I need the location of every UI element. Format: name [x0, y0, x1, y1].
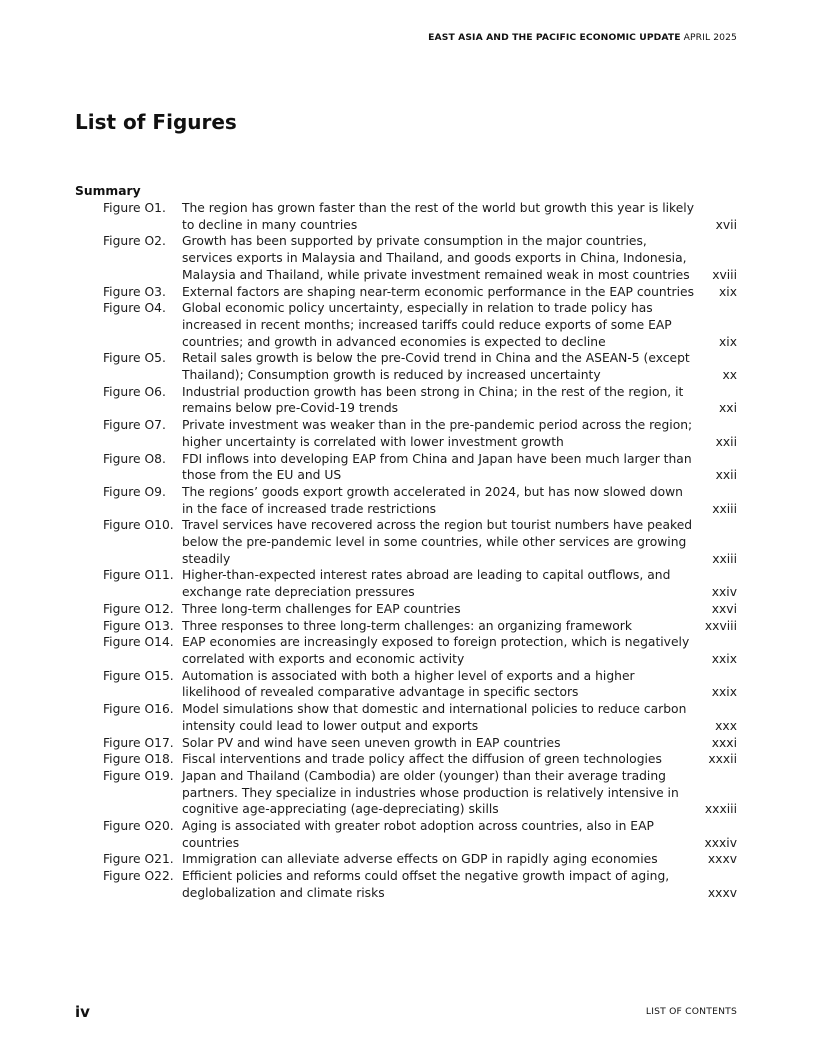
figure-entry[interactable]	[75, 868, 737, 901]
figure-page: xxxiv	[704, 835, 737, 850]
figure-entry[interactable]	[75, 567, 737, 600]
figure-page: xxxv	[707, 852, 737, 867]
figure-page: xxxii	[708, 752, 737, 767]
figure-page: xix	[719, 334, 737, 349]
figure-number: Figure O6.	[103, 384, 166, 399]
figure-entry[interactable]	[75, 701, 737, 734]
figure-page: xxvi	[711, 601, 737, 616]
figure-caption: Retail sales growth is below the pre-Covid trend in China and the ASEAN-5 (except Thailand); Consumption growth is reduced by increased uncertainty	[182, 351, 690, 383]
figure-number: Figure O21.	[103, 852, 174, 867]
figure-number: Figure O20.	[103, 819, 174, 834]
figure-entry[interactable]	[75, 200, 737, 233]
running-head	[428, 32, 737, 43]
figure-entry[interactable]	[75, 517, 737, 567]
figure-number: Figure O11.	[103, 568, 174, 583]
figure-page: xvii	[715, 217, 737, 232]
figure-number: Figure O3.	[103, 284, 166, 299]
figure-number: Figure O8.	[103, 451, 166, 466]
figure-number: Figure O22.	[103, 869, 174, 884]
figure-page: xxii	[715, 434, 737, 449]
figure-number: Figure O4.	[103, 301, 166, 316]
figure-page: xxi	[719, 401, 737, 416]
figure-page: xxiii	[712, 551, 737, 566]
figure-caption: Efficient policies and reforms could offset the negative growth impact of aging, deglobalization and climate risks	[182, 869, 670, 900]
figure-entry[interactable]	[75, 350, 737, 383]
figure-entry[interactable]	[75, 668, 737, 701]
figure-entry[interactable]	[75, 618, 737, 635]
figure-caption: Global economic policy uncertainty, especially in relation to trade policy has increased in recent months; increased tariffs could reduce exports of some EAP countries; and growth in advanced economies is expected to decline	[182, 301, 672, 349]
figure-entry[interactable]	[75, 751, 737, 768]
figure-entry[interactable]	[75, 451, 737, 484]
figure-caption: Model simulations show that domestic and international policies to reduce carbon intensity could lead to lower output and exports	[182, 702, 687, 733]
figure-entry[interactable]	[75, 818, 737, 851]
figure-caption: Fiscal interventions and trade policy affect the diffusion of green technologies	[182, 752, 662, 767]
figure-caption: Private investment was weaker than in the pre-pandemic period across the region; higher uncertainty is correlated with lower investment growth	[182, 418, 693, 449]
figure-entry[interactable]	[75, 851, 737, 868]
figure-caption: Three responses to three long-term challenges: an organizing framework	[182, 618, 632, 633]
figure-caption: FDI inflows into developing EAP from China and Japan have been much larger than those from the EU and US	[182, 451, 692, 483]
figure-caption: Aging is associated with greater robot adoption across countries, also in EAP countries	[182, 819, 654, 850]
figure-number: Figure O7.	[103, 418, 166, 433]
figure-caption: The regions’ goods export growth accelerated in 2024, but has now slowed down in the face of increased trade restrictions	[182, 484, 683, 516]
figure-page: xx	[722, 368, 737, 383]
figure-number: Figure O2.	[103, 234, 166, 249]
section-heading: Summary	[75, 184, 141, 198]
figure-entry[interactable]	[75, 634, 737, 667]
figure-caption: Travel services have recovered across the region but tourist numbers have peaked below the pre-pandemic level in some countries, while other services are growing steadily	[182, 518, 693, 566]
figure-caption: The region has grown faster than the rest of the world but growth this year is likely to decline in many countries	[182, 201, 694, 232]
figure-number: Figure O12.	[103, 601, 174, 616]
report-edition: APRIL 2025	[683, 32, 737, 43]
figure-number: Figure O15.	[103, 668, 174, 683]
figure-caption: Japan and Thailand (Cambodia) are older (younger) than their average trading partners. They specialize in industries whose production is relatively intensive in cognitive age-appreciating (age-depreciating) skills	[182, 768, 679, 817]
figure-caption: Solar PV and wind have seen uneven growth in EAP countries	[182, 735, 561, 750]
figure-number: Figure O13.	[103, 618, 174, 633]
figure-page: xxxiii	[704, 802, 737, 817]
figure-number: Figure O14.	[103, 635, 174, 650]
page-title: List of Figures	[75, 110, 237, 134]
figure-page: xix	[719, 284, 737, 299]
report-title: EAST ASIA AND THE PACIFIC ECONOMIC UPDATE	[428, 32, 681, 43]
figure-entry[interactable]	[75, 300, 737, 350]
figure-entry[interactable]	[75, 233, 737, 283]
figure-page: xxxi	[711, 735, 737, 750]
figure-entry[interactable]	[75, 735, 737, 752]
figure-number: Figure O18.	[103, 752, 174, 767]
figure-entry[interactable]	[75, 417, 737, 450]
figure-number: Figure O17.	[103, 735, 174, 750]
figure-page: xxiii	[712, 501, 737, 516]
figure-number: Figure O5.	[103, 351, 166, 366]
figure-page: xxiv	[711, 585, 737, 600]
figure-caption: Automation is associated with both a higher level of exports and a higher likelihood of revealed comparative advantage in specific sectors	[182, 668, 635, 700]
figure-page: xxviii	[704, 618, 737, 633]
figure-entry[interactable]	[75, 284, 737, 301]
figure-page: xxii	[715, 468, 737, 483]
figure-list	[75, 200, 737, 902]
figure-number: Figure O9.	[103, 484, 166, 499]
figure-caption: Industrial production growth has been strong in China; in the rest of the region, it remains below pre-Covid-19 trends	[182, 384, 684, 416]
figure-caption: Immigration can alleviate adverse effects on GDP in rapidly aging economies	[182, 852, 658, 867]
figure-entry[interactable]	[75, 384, 737, 417]
page-number: iv	[75, 1003, 90, 1021]
figure-caption: EAP economies are increasingly exposed to foreign protection, which is negatively correlated with exports and economic activity	[182, 635, 690, 666]
figure-number: Figure O16.	[103, 702, 174, 717]
footer-section-label: LIST OF CONTENTS	[645, 1006, 737, 1017]
figure-number: Figure O10.	[103, 518, 174, 533]
figure-number: Figure O19.	[103, 768, 174, 783]
figure-page: xxx	[715, 718, 737, 733]
figure-page: xxxv	[707, 885, 737, 900]
figure-caption: Higher-than-expected interest rates abroad are leading to capital outflows, and exchange rate depreciation pressures	[182, 568, 671, 600]
figure-page: xviii	[712, 267, 737, 282]
figure-entry[interactable]	[75, 768, 737, 818]
figure-page: xxix	[711, 685, 737, 700]
figure-number: Figure O1.	[103, 201, 166, 215]
figure-entry[interactable]	[75, 484, 737, 517]
figure-caption: Growth has been supported by private consumption in the major countries, services exports in Malaysia and Thailand, and goods exports in China, Indonesia, Malaysia and Thailand, while private investment remained weak in most countries	[182, 234, 690, 282]
figure-caption: Three long-term challenges for EAP countries	[182, 601, 461, 616]
figure-entry[interactable]	[75, 601, 737, 618]
figure-caption: External factors are shaping near-term economic performance in the EAP countries	[182, 284, 694, 299]
figure-page: xxix	[711, 651, 737, 666]
